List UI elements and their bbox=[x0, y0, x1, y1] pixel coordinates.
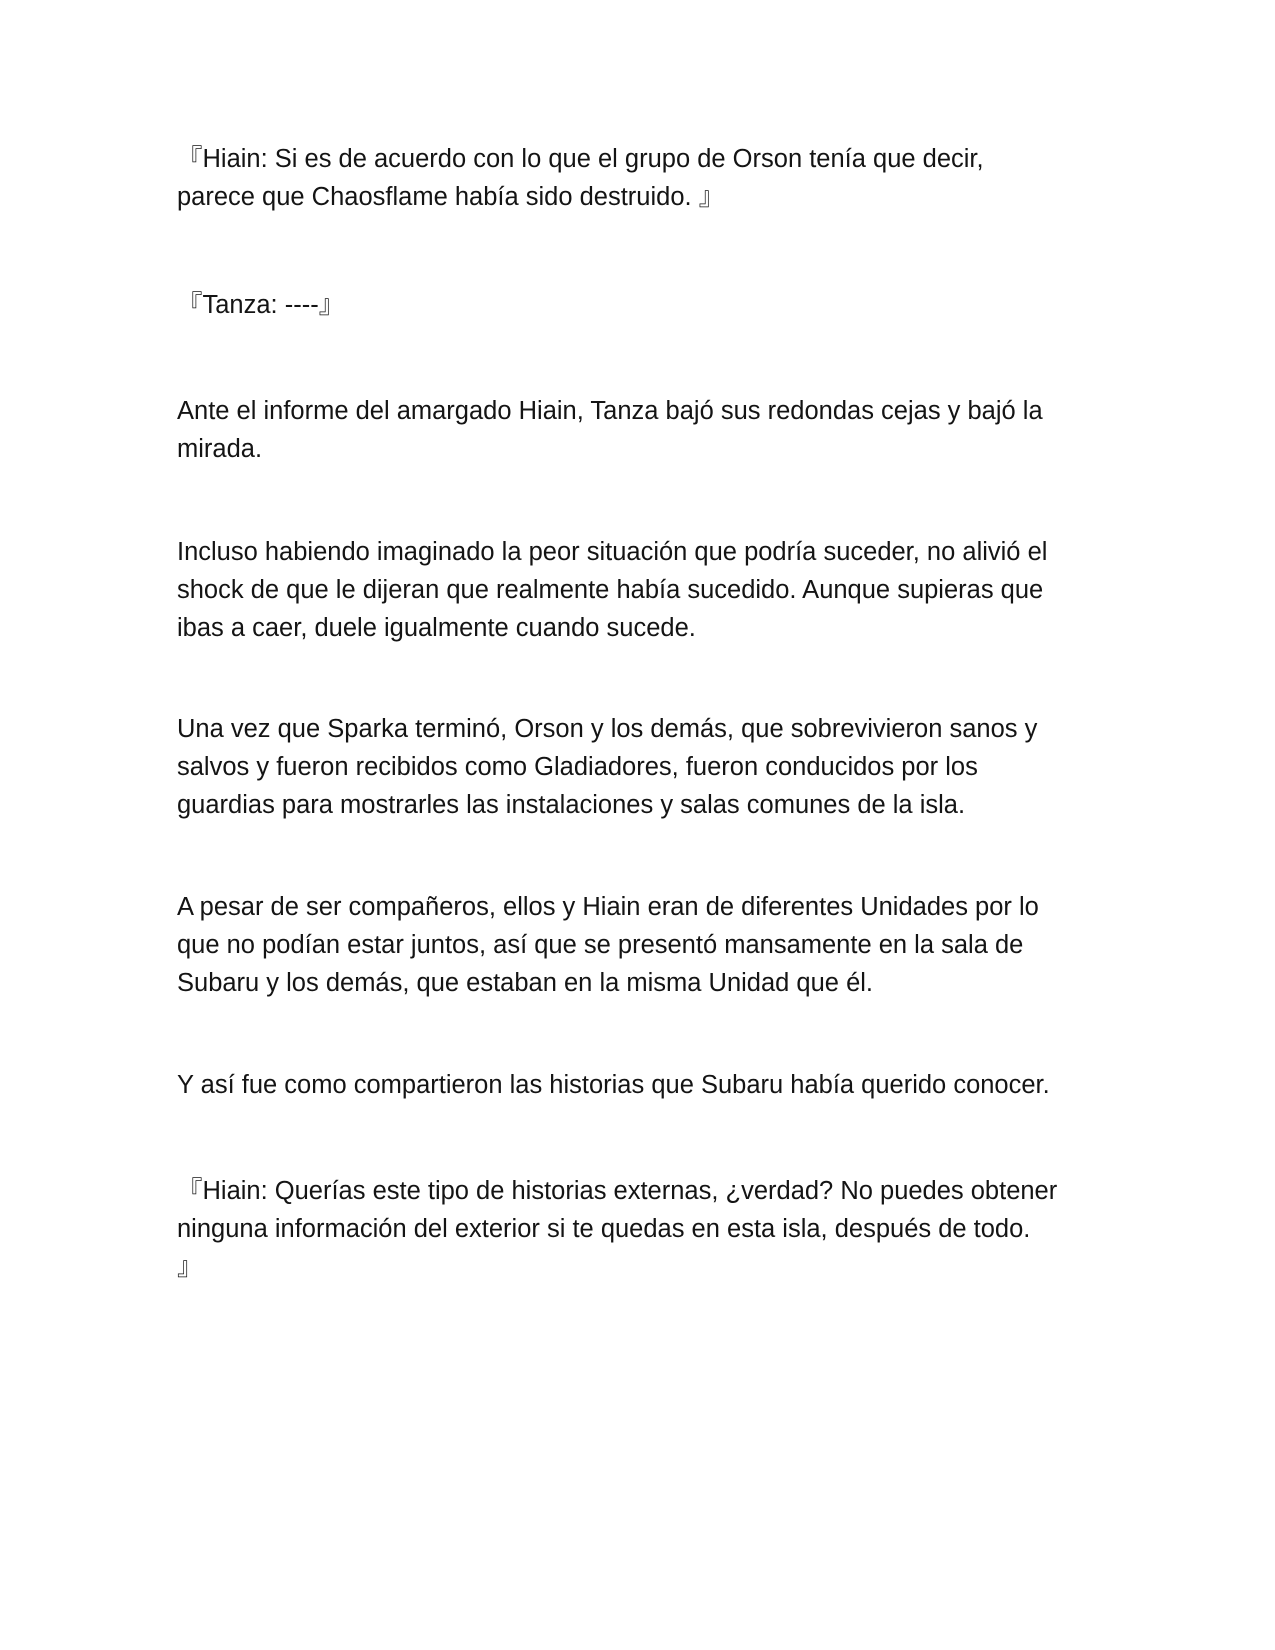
text-line: que no podían estar juntos, así que se presentó mansamente en la sala de bbox=[177, 931, 1024, 959]
text-line: guardias para mostrarles las instalaciones y salas comunes de la isla. bbox=[177, 791, 966, 819]
dialogue-hiain-2 bbox=[177, 1172, 1117, 1286]
text-line: 『Hiain: Querías este tipo de historias externas, ¿verdad? No puedes obtener bbox=[177, 1177, 1058, 1205]
text-line: ibas a caer, duele igualmente cuando sucede. bbox=[177, 614, 696, 642]
text-line: shock de que le dijeran que realmente había sucedido. Aunque supieras que bbox=[177, 576, 1044, 604]
text-line: A pesar de ser compañeros, ellos y Hiain eran de diferentes Unidades por lo bbox=[177, 893, 1039, 921]
dialogue-hiain-1 bbox=[177, 140, 1117, 216]
text-line: parece que Chaosflame había sido destruido. 』 bbox=[177, 183, 725, 211]
text-line: 『Tanza: ----』 bbox=[177, 291, 345, 319]
text-line: Una vez que Sparka terminó, Orson y los demás, que sobrevivieron sanos y bbox=[177, 715, 1038, 743]
dialogue-tanza bbox=[177, 286, 1117, 324]
text-line: mirada. bbox=[177, 435, 263, 463]
paragraph-5 bbox=[177, 1066, 1117, 1104]
text-line: Subaru y los demás, que estaban en la misma Unidad que él. bbox=[177, 969, 873, 997]
text-line: 『Hiain: Si es de acuerdo con lo que el grupo de Orson tenía que decir, bbox=[177, 145, 984, 173]
text-line: Incluso habiendo imaginado la peor situación que podría suceder, no alivió el bbox=[177, 538, 1048, 566]
paragraph-1 bbox=[177, 392, 1117, 468]
text-line: ninguna información del exterior si te quedas en esta isla, después de todo. bbox=[177, 1215, 1031, 1243]
text-line: Y así fue como compartieron las historias que Subaru había querido conocer. bbox=[177, 1071, 1050, 1099]
paragraph-3 bbox=[177, 710, 1117, 824]
text-line: salvos y fueron recibidos como Gladiadores, fueron conducidos por los bbox=[177, 753, 978, 781]
text-line: Ante el informe del amargado Hiain, Tanza bajó sus redondas cejas y bajó la bbox=[177, 397, 1043, 425]
text-line: 』 bbox=[177, 1253, 203, 1281]
paragraph-4 bbox=[177, 888, 1117, 1002]
paragraph-2 bbox=[177, 533, 1117, 647]
